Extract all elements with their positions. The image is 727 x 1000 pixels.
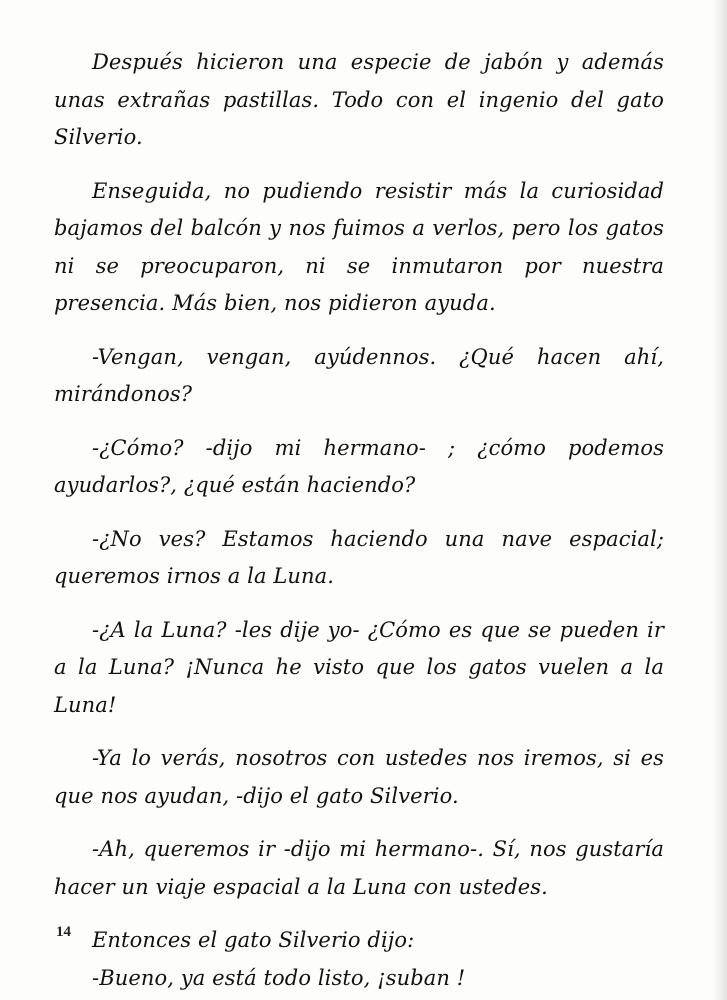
page-number: 14 bbox=[56, 924, 71, 940]
paragraph-8: -Ah, queremos ir -dijo mi hermano-. Sí, nos gustaría hacer un viaje espacial a la Luna con ustedes. bbox=[54, 837, 664, 899]
paragraph-7: -Ya lo verás, nosotros con ustedes nos iremos, si es que nos ayudan, -dijo el gato Silverio. bbox=[54, 746, 664, 808]
paragraph-1: Después hicieron una especie de jabón y además unas extrañas pastillas. Todo con el ingenio del gato Silverio. bbox=[54, 50, 664, 149]
paragraph-9: Entonces el gato Silverio dijo: bbox=[92, 928, 415, 952]
paragraph-10: -Bueno, ya está todo listo, ¡suban ! bbox=[92, 965, 466, 990]
page-body-text bbox=[54, 44, 664, 997]
paragraph-3: -Vengan, vengan, ayúdennos. ¿Qué hacen ahí, mirándonos? bbox=[54, 344, 664, 406]
paragraph-6: -¿A la Luna? -les dije yo- ¿Cómo es que se pueden ir a la Luna? ¡Nunca he visto que los gatos vuelen a la Luna! bbox=[54, 617, 664, 717]
page-edge-shadow bbox=[713, 0, 727, 1000]
paragraph-2: Enseguida, no pudiendo resistir más la curiosidad bajamos del balcón y nos fuimos a verlos, pero los gatos ni se preocuparon, ni se inmutaron por nuestra presencia. Más bien, nos pidieron ayuda. bbox=[54, 178, 664, 315]
paragraph-4: -¿Cómo? -dijo mi hermano- ; ¿cómo podemos ayudarlos?, ¿qué están haciendo? bbox=[54, 435, 664, 497]
paragraph-5: -¿No ves? Estamos haciendo una nave espacial; queremos irnos a la Luna. bbox=[54, 526, 664, 588]
